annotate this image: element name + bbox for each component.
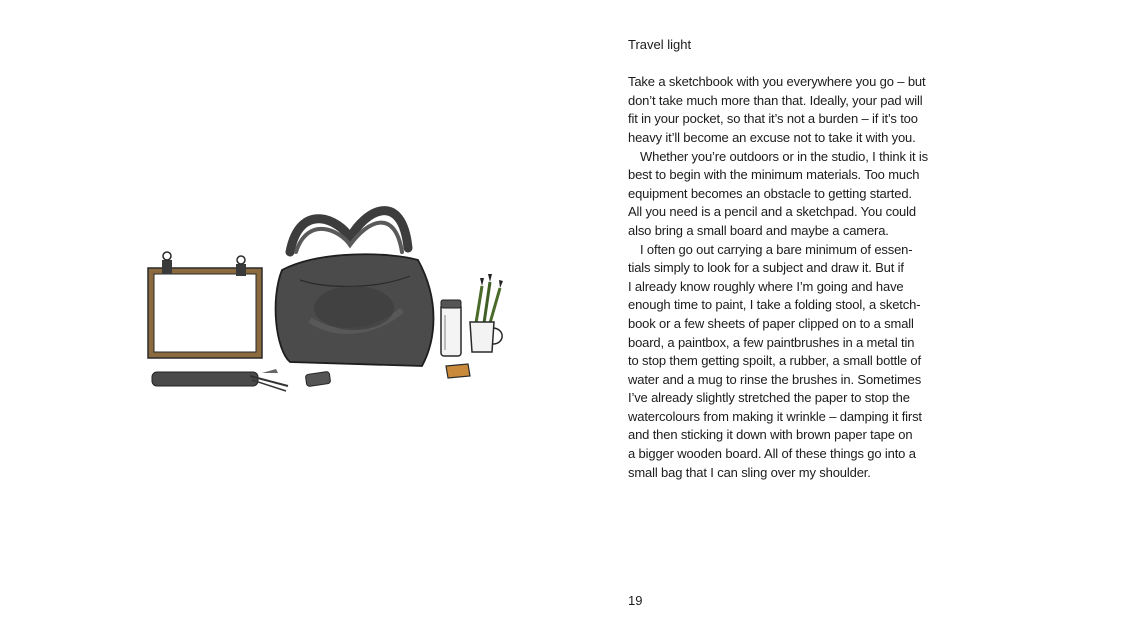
section-title: Travel light <box>628 37 692 52</box>
brush-roll <box>152 369 331 391</box>
art-supplies-drawing <box>140 190 510 400</box>
mug-with-brushes <box>470 274 503 352</box>
eraser <box>446 364 470 378</box>
art-supplies-illustration <box>140 190 510 400</box>
drawing-board <box>148 252 262 358</box>
shoulder-bag <box>276 211 434 366</box>
page-number: 19 <box>628 593 643 608</box>
paragraph: Whether you’re outdoors or in the studio, I think it is best to begin with the minimum materials. Too much equipment becomes an obstacle to getting started. All you need is a pencil and a sketchpad. You could also bring a small board and maybe a camera. <box>628 148 929 238</box>
paragraph: I often go out carrying a bare minimum of essen- tials simply to look for a subject and draw it. But if I already know roughly where I’m going and have enough time to paint, I take a folding stool, a sketch- book or a few sheets of paper clipped on to a small board, a paintbox, a few paintbrushes in a metal tin to stop them getting spoilt, a rubber, a small bottle of water and a mug to rinse the brushes in. Sometimes I’ve already slightly stretched the paper to stop the watercolours from making it wrinkle – damping it first and then sticking it down with brown paper tape on a bigger wooden board. All of these things go into a small bag that I can sling over my shoulder. <box>628 241 922 480</box>
text-column <box>628 36 958 482</box>
paragraph: Take a sketchbook with you everywhere you go – but don’t take much more than that. Ideally, your pad will fit in your pocket, so that it’s not a burden – if it’s too heavy it’ll become an excuse not to take it with you. <box>628 74 926 145</box>
water-bottle <box>441 300 461 356</box>
